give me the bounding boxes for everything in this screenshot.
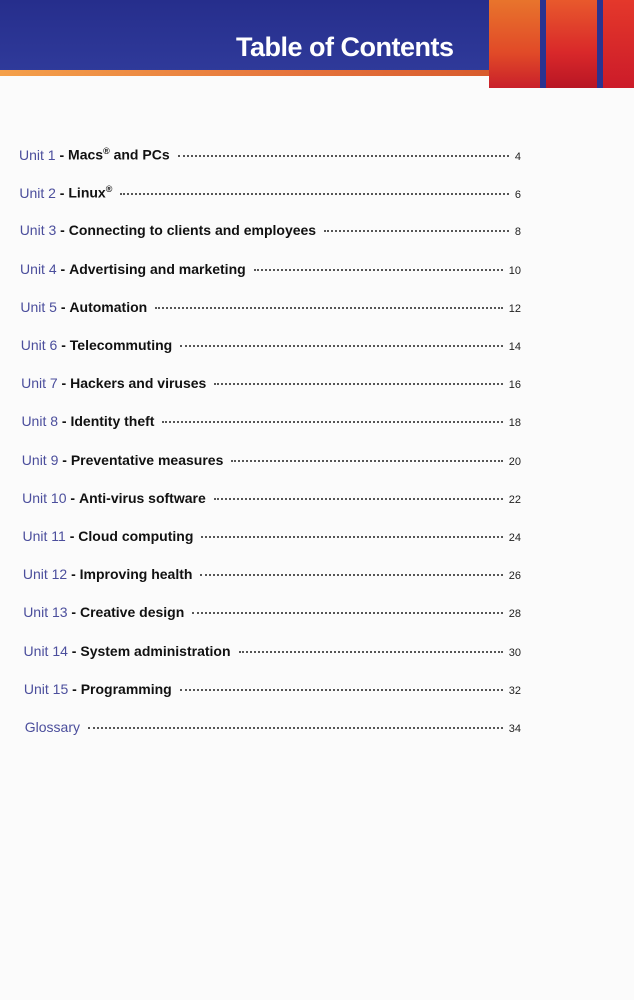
toc-entry[interactable] xyxy=(19,184,521,208)
toc-entry-glossary[interactable] xyxy=(25,719,521,743)
toc-entry[interactable] xyxy=(22,490,521,514)
separator-dash: - xyxy=(65,528,79,544)
toc-entry[interactable] xyxy=(24,681,521,705)
header-orange-stripe xyxy=(0,70,500,76)
dot-leader xyxy=(324,229,509,232)
unit-label: Unit 15 xyxy=(23,680,69,697)
dot-leader xyxy=(120,192,509,195)
separator-dash: - xyxy=(67,642,81,659)
toc-entry[interactable] xyxy=(23,528,522,552)
toc-entry[interactable] xyxy=(20,299,521,323)
unit-label: Unit 2 xyxy=(19,184,56,201)
dot-leader xyxy=(214,497,503,500)
entry-title: Linux® xyxy=(68,184,113,201)
dot-leader xyxy=(155,306,503,309)
dot-leader xyxy=(192,611,502,614)
toc-entry[interactable] xyxy=(20,222,521,246)
dot-leader xyxy=(214,382,502,385)
page-number: 34 xyxy=(508,723,521,735)
page-number: 16 xyxy=(508,379,521,392)
toc-entry[interactable] xyxy=(20,261,521,285)
toc-entry[interactable] xyxy=(19,146,521,170)
separator-dash: - xyxy=(58,413,71,430)
entry-title: Automation xyxy=(69,298,148,315)
toc-entry[interactable] xyxy=(24,643,521,667)
entry-title: Hackers and viruses xyxy=(70,375,207,392)
decorative-block-orange xyxy=(489,0,541,88)
separator-dash: - xyxy=(68,680,81,697)
separator-dash: - xyxy=(58,451,71,468)
unit-label: Unit 12 xyxy=(22,566,68,583)
entry-title: Telecommuting xyxy=(69,337,173,353)
entry-title: System administration xyxy=(80,642,231,659)
unit-label: Unit 8 xyxy=(21,413,59,430)
dot-leader xyxy=(231,459,502,462)
entry-title: Programming xyxy=(80,680,172,697)
separator-dash: - xyxy=(56,298,70,315)
entry-title: Advertising and marketing xyxy=(69,260,246,277)
page-number: 22 xyxy=(508,493,521,506)
page-number: 8 xyxy=(514,226,521,239)
separator-dash: - xyxy=(57,337,70,353)
dot-leader xyxy=(162,420,502,423)
page-number: 14 xyxy=(508,341,521,353)
toc-entry[interactable] xyxy=(21,337,521,361)
unit-label: Unit 10 xyxy=(22,489,67,506)
entry-title: Creative design xyxy=(80,604,185,621)
page-number: 20 xyxy=(508,455,521,468)
unit-label: Unit 13 xyxy=(23,604,68,621)
unit-label: Unit 14 xyxy=(23,642,68,659)
toc-entry[interactable] xyxy=(22,452,521,476)
decorative-block-red xyxy=(546,0,598,88)
entry-title: Identity theft xyxy=(70,413,155,430)
page-number: 4 xyxy=(514,150,521,163)
page-number: 6 xyxy=(514,188,521,201)
decorative-block-red xyxy=(603,0,634,88)
unit-label: Unit 9 xyxy=(21,451,59,468)
glossary-label: Glossary xyxy=(24,719,80,735)
dot-leader xyxy=(200,573,502,576)
separator-dash: - xyxy=(66,489,79,506)
page-title: Table of Contents xyxy=(236,32,454,62)
header-band xyxy=(0,0,634,88)
entry-title: Preventative measures xyxy=(70,451,224,468)
toc-entry[interactable] xyxy=(23,604,521,628)
unit-label: Unit 3 xyxy=(19,222,57,239)
dot-leader xyxy=(88,726,503,729)
toc-entry[interactable] xyxy=(21,375,521,399)
page-number: 24 xyxy=(508,532,521,544)
unit-label: Unit 7 xyxy=(21,375,58,392)
entry-title: Cloud computing xyxy=(78,528,194,544)
unit-label: Unit 6 xyxy=(20,337,58,353)
page-number: 26 xyxy=(508,570,521,583)
separator-dash: - xyxy=(55,146,69,163)
dot-leader xyxy=(178,154,509,157)
page-number: 10 xyxy=(508,264,521,277)
separator-dash: - xyxy=(56,222,69,239)
unit-label: Unit 4 xyxy=(20,260,57,277)
page-number: 12 xyxy=(508,302,521,315)
dot-leader xyxy=(201,535,502,538)
separator-dash: - xyxy=(67,566,80,583)
page-number: 32 xyxy=(508,684,521,697)
dot-leader xyxy=(180,688,503,691)
separator-dash: - xyxy=(67,604,80,621)
entry-title: Improving health xyxy=(79,566,193,583)
unit-label: Unit 11 xyxy=(22,528,66,544)
separator-dash: - xyxy=(56,260,70,277)
toc-entry[interactable] xyxy=(21,413,521,437)
separator-dash: - xyxy=(57,375,71,392)
dot-leader xyxy=(239,650,503,653)
entry-title: Macs® and PCs xyxy=(68,146,170,163)
toc-entry[interactable] xyxy=(23,566,521,590)
page-number: 30 xyxy=(508,646,521,659)
page-number: 18 xyxy=(508,417,521,430)
unit-label: Unit 1 xyxy=(19,146,56,163)
page-number: 28 xyxy=(508,608,521,621)
dot-leader xyxy=(180,344,503,347)
unit-label: Unit 5 xyxy=(20,298,57,315)
separator-dash: - xyxy=(55,184,69,201)
entry-title: Connecting to clients and employees xyxy=(68,222,317,239)
dot-leader xyxy=(254,268,503,271)
entry-title: Anti-virus software xyxy=(78,489,206,506)
